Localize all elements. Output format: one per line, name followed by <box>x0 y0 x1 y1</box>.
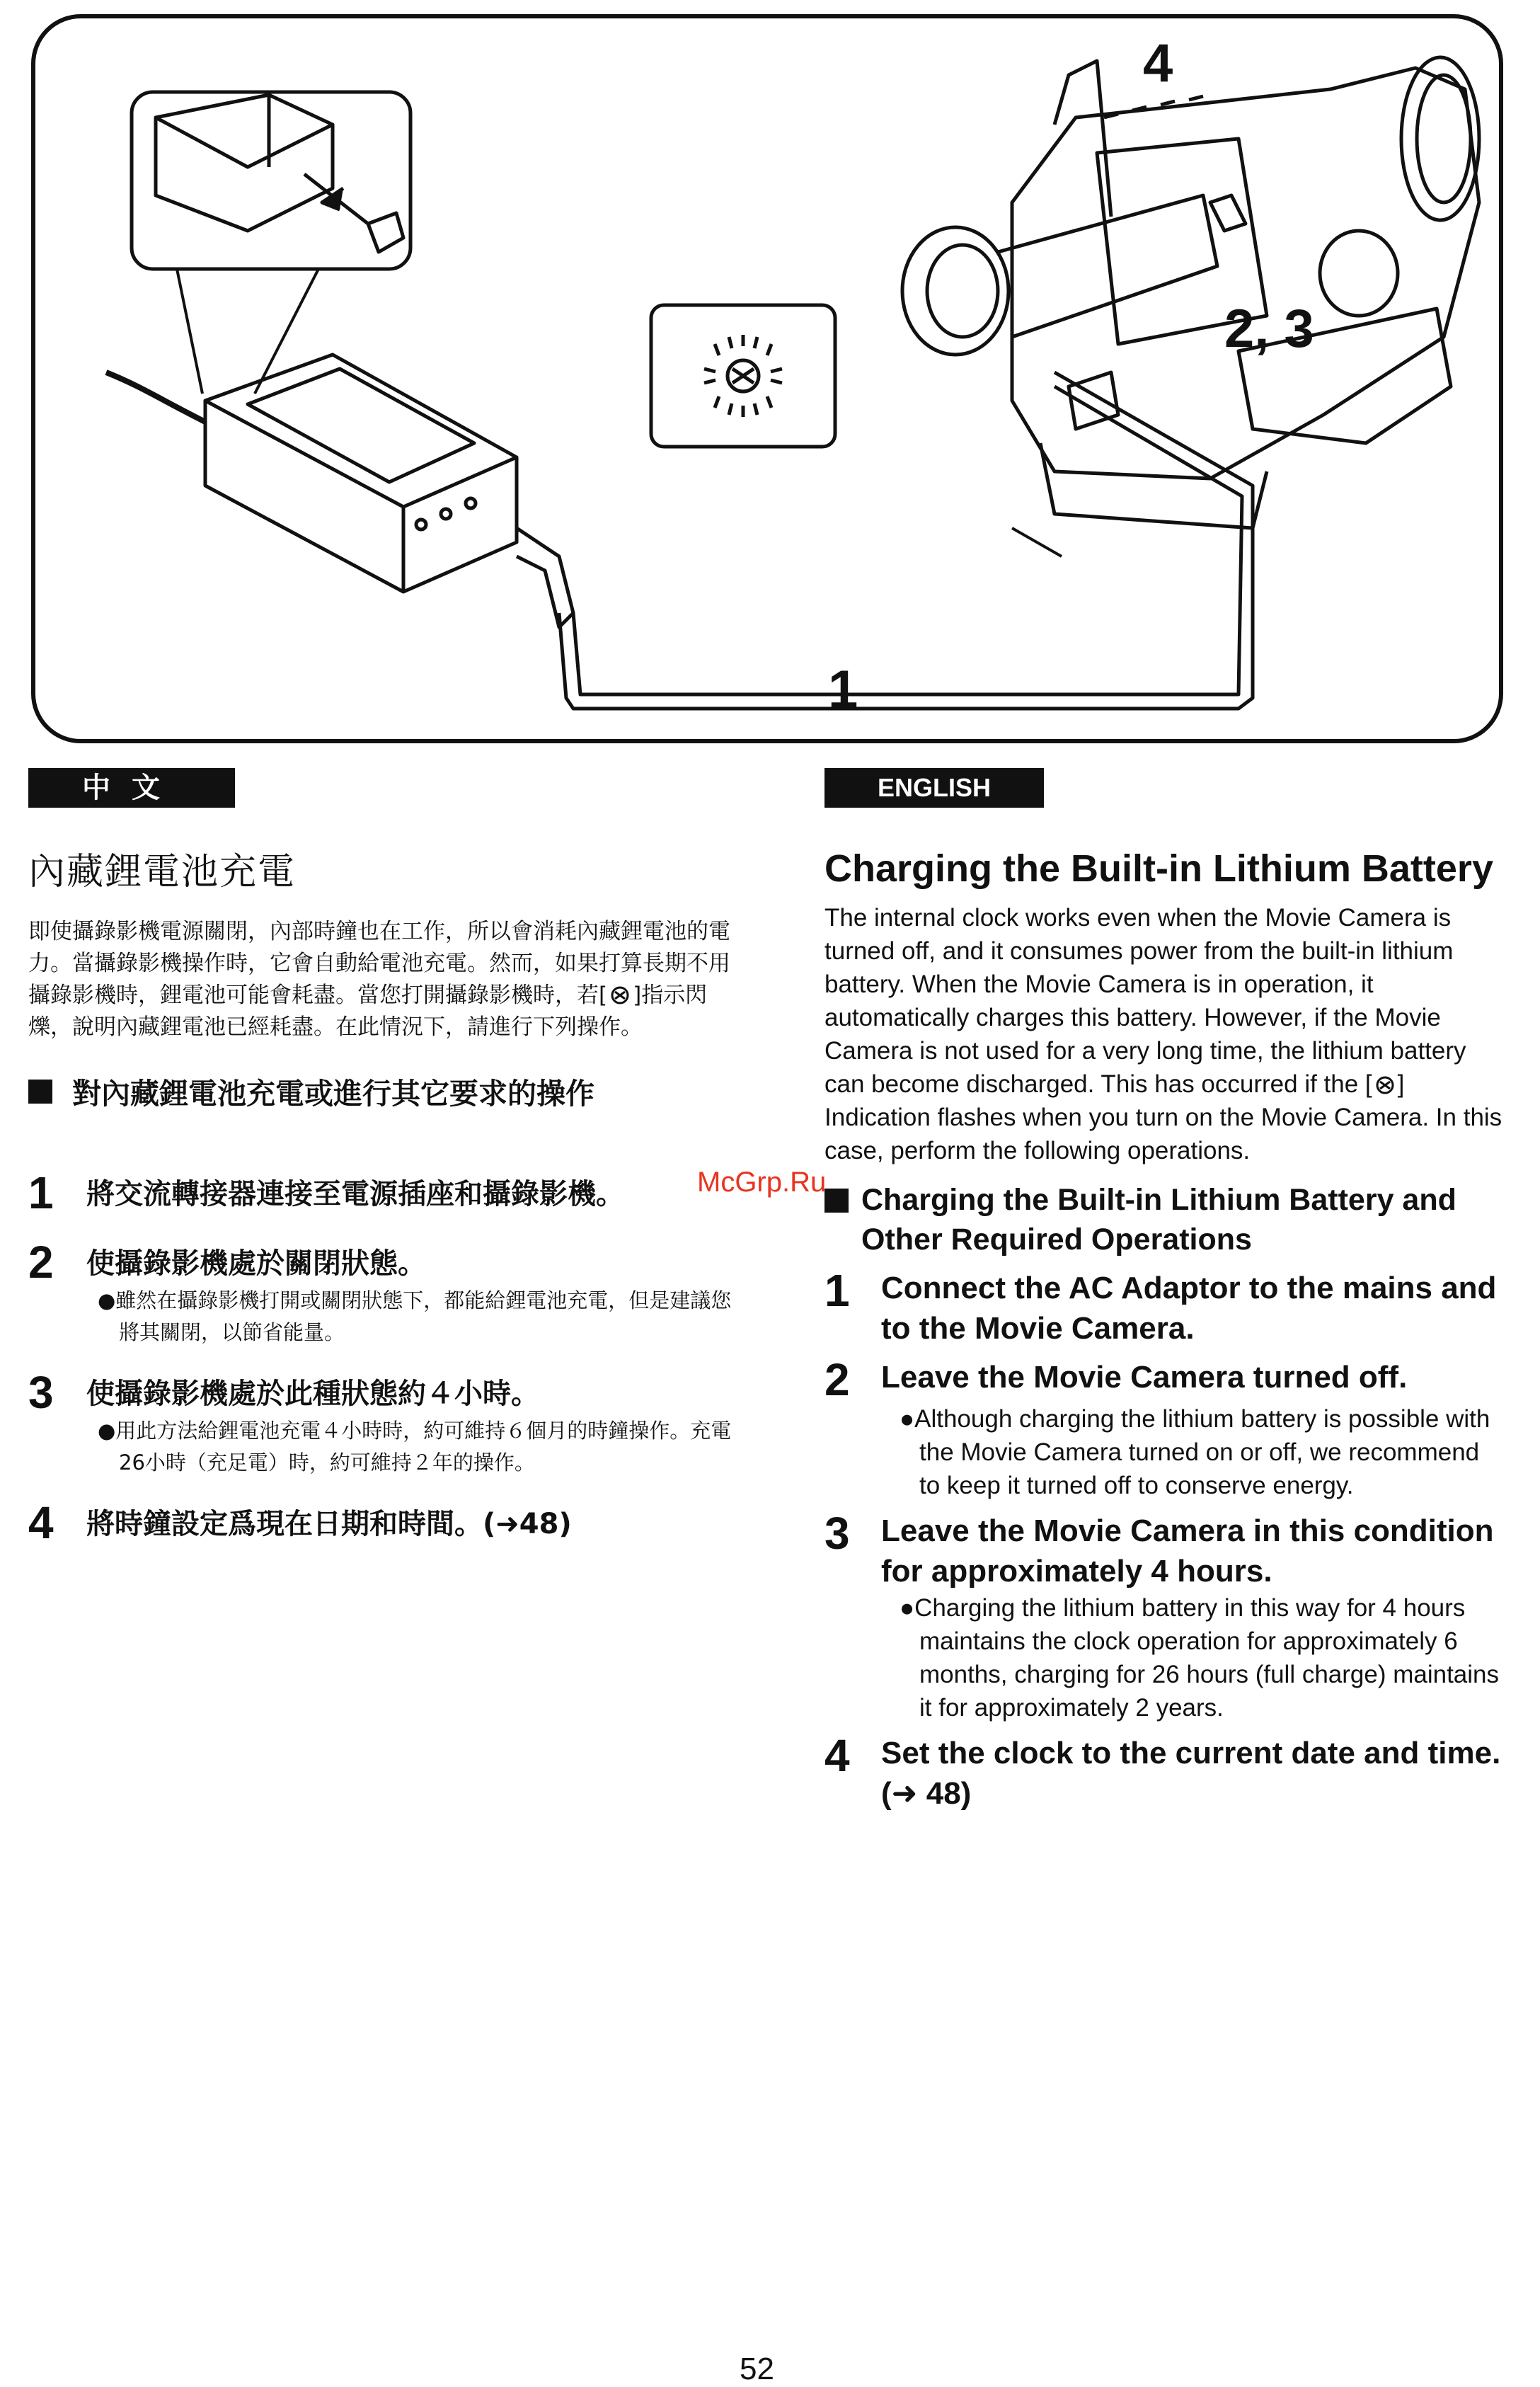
english-intro: The internal clock works even when the Movie Camera is turned off, and it consumes power from the built-in lithium battery. When the Movie Camera is in operation, it automatically charges this battery. However, if the Movie Camera is not used for a very long time, the lithium battery can become discharged. This has occurred if the [ ] Indication flashes when you turn on the Movie Camera. In this case, perform the following operations. <box>824 904 1502 1164</box>
chinese-column <box>28 768 736 1548</box>
english-step-4: 4 Set the clock to the current date and time. (➜ 48) <box>824 1730 1501 1811</box>
callout-set-clock: 4 <box>1143 33 1173 93</box>
watermark: McGrp.Ru <box>697 1167 827 1198</box>
illustration-frame <box>31 14 1503 743</box>
chinese-section-heading: 對內藏鋰電池充電或進行其它要求的操作 <box>28 1070 736 1112</box>
english-column <box>824 768 1504 1814</box>
lithium-battery-icon <box>1372 1075 1398 1095</box>
english-language-tab: ENGLISH <box>824 768 1044 808</box>
callout-adaptor-cable: 1 <box>828 660 858 720</box>
lithium-battery-icon <box>607 985 633 1005</box>
ac-adaptor <box>106 355 1253 709</box>
chinese-intro: 即使攝錄影機電源關閉，內部時鐘也在工作，所以會消耗內藏鋰電池的電力。當攝錄影機操作時，它會自動給電池充電。然而，如果打算長期不用攝錄影機時，鋰電池可能會耗盡。當您打開攝錄影機時，若[ ]指示閃爍，說明內藏鋰電池已經耗盡。在此情況下，請進行下列操作。 <box>28 919 730 1040</box>
english-step-2-note: ●Although charging the lithium battery is possible with the Movie Camera turned on or off, we recommend to keep it turned off to conserve energy. <box>900 1405 1490 1499</box>
plug-inset <box>132 92 410 269</box>
chinese-step-3-note: ●用此方法給鋰電池充電４小時時，約可維持６個月的時鐘操作。充電26小時（充足電）時，約可維持２年的操作。 <box>98 1419 732 1475</box>
callout-power-controls: 2, 3 <box>1224 299 1314 359</box>
english-step-2: 2 Leave the Movie Camera turned off. ●Although charging the lithium battery is possible with the Movie Camera turned on or off, we recommend to keep it turned off to conserve energy. <box>824 1357 1504 1502</box>
chinese-step-3: 3 使攝錄影機處於此種狀態約４小時。 ●用此方法給鋰電池充電４小時時，約可維持６個月的時鐘操作。充電26小時（充足電）時，約可維持２年的操作。 <box>28 1370 736 1479</box>
english-section-heading: Charging the Built-in Lithium Battery and Other Required Operations <box>824 1180 1504 1259</box>
chinese-step-1: 1 將交流轉接器連接至電源插座和攝錄影機。 <box>28 1167 624 1218</box>
english-step-3: 3 Leave the Movie Camera in this condition for approximately 4 hours. ●Charging the lithium battery in this way for 4 hours maintains the clock operation for approximately 6 months, charging for 26 hours (full charge) maintains it for approximately 2 years. <box>824 1511 1504 1724</box>
english-step-1: 1 Connect the AC Adaptor to the mains and to the Movie Camera. <box>824 1265 1497 1346</box>
chinese-step-2-note: ●雖然在攝錄影機打開或關閉狀態下，都能給鋰電池充電，但是建議您將其關閉，以節省能量。 <box>98 1288 732 1344</box>
charging-illustration <box>35 18 1503 743</box>
chinese-step-4: 4 將時鐘設定爲現在日期和時間。(➜48) <box>28 1497 572 1548</box>
chinese-title: 內藏鋰電池充電 <box>28 851 297 893</box>
english-step-3-note: ●Charging the lithium battery in this way for 4 hours maintains the clock operation for approximately 6 months, charging for 26 hours (full charge) maintains it for approximately 2 years. <box>900 1594 1500 1722</box>
movie-camera <box>902 57 1479 556</box>
square-bullet-icon <box>824 1189 849 1213</box>
square-bullet-icon <box>28 1080 52 1104</box>
chinese-step-2: 2 使攝錄影機處於關閉狀態。 ●雖然在攝錄影機打開或關閉狀態下，都能給鋰電池充電，但是建議您將其關閉，以節省能量。 <box>28 1240 736 1349</box>
english-title: Charging the Built-in Lithium Battery <box>824 847 1493 890</box>
page-number: 52 <box>740 2352 774 2386</box>
chinese-language-tab: 中文 <box>28 768 235 808</box>
lithium-battery-flashing-icon <box>651 305 835 447</box>
